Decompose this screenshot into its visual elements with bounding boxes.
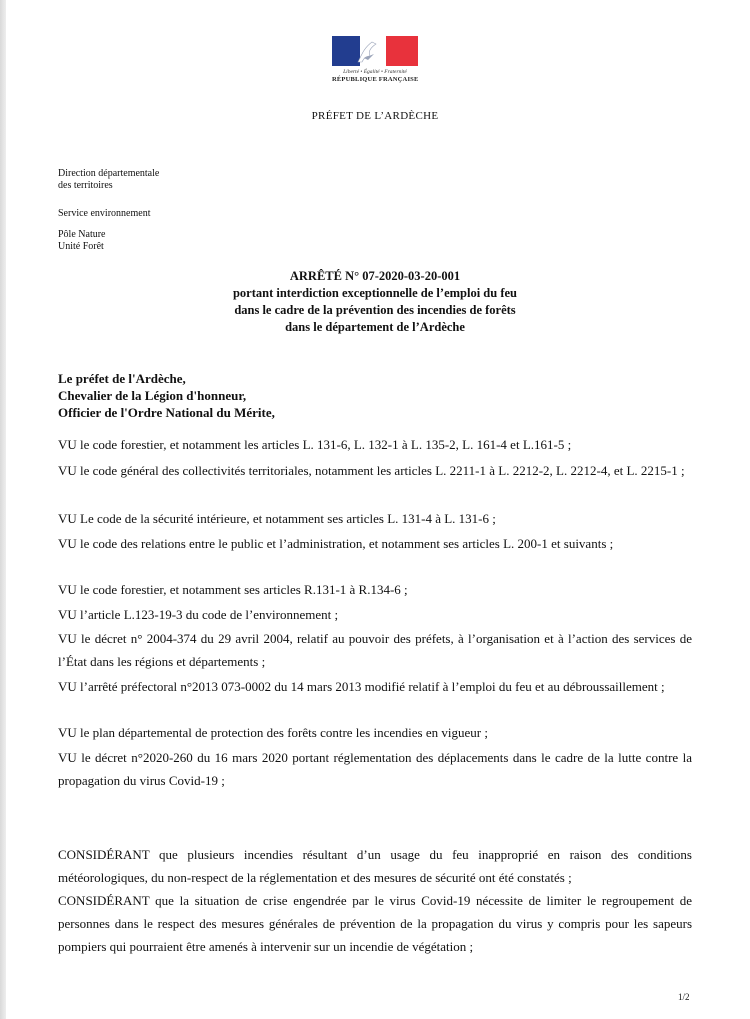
prefect-line-1: Le préfet de l'Ardèche,: [58, 371, 186, 386]
direction-line-1: Direction départementale: [58, 168, 160, 179]
service-environnement: Service environnement: [58, 208, 151, 219]
vu-paragraph-3: VU Le code de la sécurité intérieure, et notamment ses articles L. 131-4 à L. 131-6 ;: [58, 511, 496, 526]
unite-line: Unité Forêt: [58, 241, 104, 252]
prefect-line-2: Chevalier de la Légion d'honneur,: [58, 388, 247, 403]
considerant-paragraph-1: CONSIDÉRANT que plusieurs incendies résultant d’un usage du feu inapproprié en raison des conditions météorologiques, du non-respect de la réglementation et des mesures de sécurité ont été constatés ;: [58, 847, 692, 885]
decree-title: [0, 268, 750, 336]
vu-paragraph-1: VU le code forestier, et notamment les articles L. 131-6, L. 132-1 à L. 135-2, L. 161-4 et L.161-5 ;: [58, 437, 572, 452]
vu-paragraph-9: VU le plan départemental de protection des forêts contre les incendies en vigueur ;: [58, 725, 488, 740]
vu-paragraph-8: VU l’arrêté préfectoral n°2013 073-0002 du 14 mars 2013 modifié relatif à l’emploi du feu et au débroussaillement ;: [58, 679, 665, 694]
title-line-3: dans le cadre de la prévention des incendies de forêts: [234, 303, 516, 317]
service-direction: [58, 168, 159, 192]
service-pole: [58, 229, 106, 253]
marianne-logo: [332, 36, 418, 83]
title-line-4: dans le département de l’Ardèche: [285, 320, 465, 334]
vu-paragraph-4: VU le code des relations entre le public et l’administration, et notamment ses articles L. 200-1 et suivants ;: [58, 536, 614, 551]
vu-paragraph-7: VU le décret n° 2004-374 du 29 avril 2004, relatif au pouvoir des préfets, à l’organisation et à l’action des services de l’État dans les régions et départements ;: [58, 631, 692, 669]
decree-number: ARRÊTÉ N° 07-2020-03-20-001: [289, 269, 461, 283]
considerant-paragraph-2: CONSIDÉRANT que la situation de crise engendrée par le virus Covid-19 nécessite de limiter le regroupement de personnes dans le respect des mesures générales de prévention de la propagation du virus y compris pour les sapeurs pompiers qui pourraient être amenés à intervenir sur un incendie de végétation ;: [58, 893, 692, 954]
prefet-heading: PRÉFET DE L’ARDÈCHE: [311, 110, 439, 122]
title-line-2: portant interdiction exceptionnelle de l’emploi du feu: [232, 286, 517, 300]
vu-paragraph-6: VU l’article L.123-19-3 du code de l’environnement ;: [58, 607, 339, 622]
pole-line: Pôle Nature: [58, 229, 106, 240]
page-number: 1/2: [678, 992, 690, 1002]
direction-line-2: des territoires: [58, 180, 113, 191]
prefect-line-3: Officier de l'Ordre National du Mérite,: [58, 405, 275, 420]
tricolor-flag-icon: [332, 36, 418, 66]
prefect-titles: [58, 370, 275, 421]
logo-republic: RÉPUBLIQUE FRANÇAISE: [332, 76, 419, 83]
vu-paragraph-5: VU le code forestier, et notamment ses articles R.131-1 à R.134-6 ;: [58, 582, 408, 597]
logo-motto: Liberté • Égalité • Fraternité: [343, 69, 407, 75]
vu-paragraph-10: VU le décret n°2020-260 du 16 mars 2020 portant réglementation des déplacements dans le cadre de la lutte contre la propagation du virus Covid-19 ;: [58, 750, 692, 788]
vu-paragraph-2: VU le code général des collectivités territoriales, notamment les articles L. 2211-1 à L. 2212-2, L. 2212-4, et L. 2215-1 ;: [58, 463, 685, 478]
